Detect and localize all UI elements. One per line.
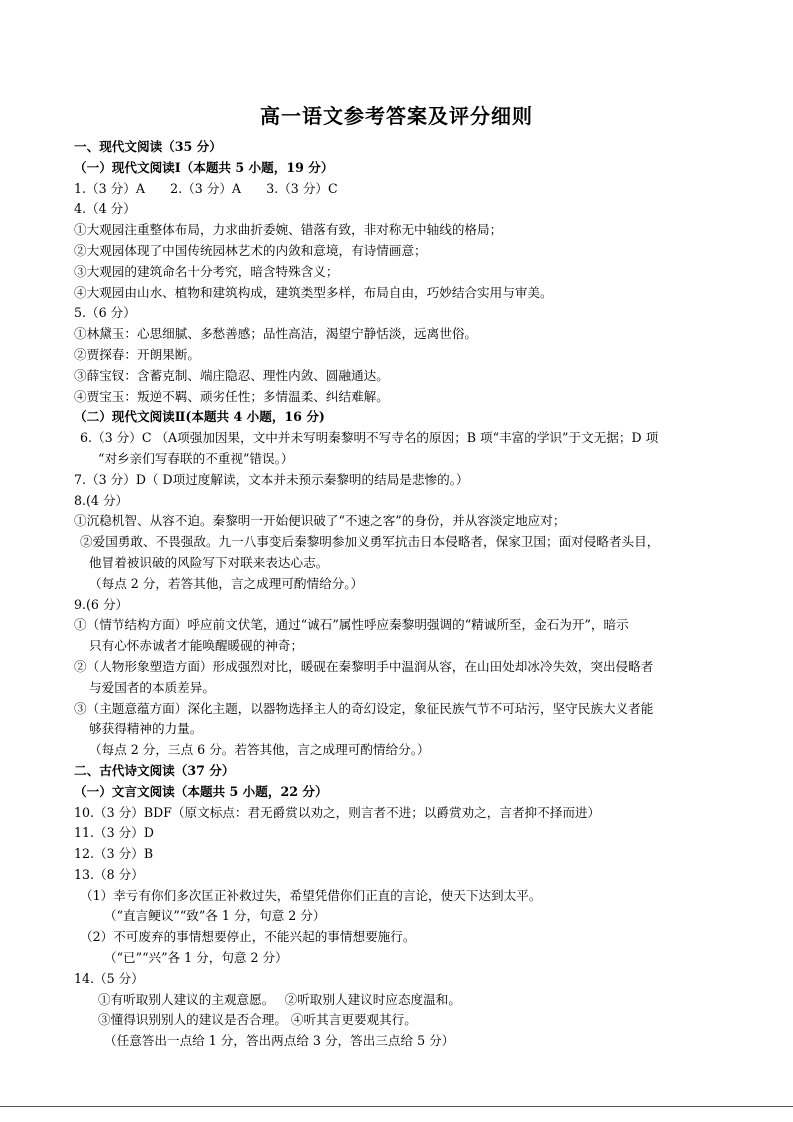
answer-line: ②大观园体现了中国传统园林艺术的内敛和意境，有诗情画意；	[74, 242, 427, 258]
answer-line: ③（主题意蕴方面）深化主题，以器物选择主人的奇幻设定，象征民族气节不可玷污，坚守民族大义者能	[74, 700, 654, 716]
answer-line: 够获得精神的力量。	[89, 721, 203, 737]
answer-line: ②（人物形象塑造方面）形成强烈对比，暖砚在秦黎明手中温润从容，在山田处却冰冷失效，突出侵略者	[74, 658, 654, 674]
answer-line: ①林黛玉：心思细腻、多愁善感；品性高洁，渴望宁静恬淡，远离世俗。	[74, 326, 477, 342]
section-heading: 一、现代文阅读（35 分）	[74, 139, 222, 154]
answer-line: 9.(6 分）	[74, 596, 129, 612]
answer-line: 6.（3 分）C （A项强加因果，文中并未写明秦黎明不写寺名的原因；B 项“丰富的学识”于文无据；D 项	[80, 430, 659, 446]
answer-line: 14.（5 分）	[74, 970, 144, 986]
answer-line: ①沉稳机智、从容不迫。秦黎明一开始便识破了“不速之客”的身份，并从容淡定地应对；	[74, 513, 566, 529]
answer-line: ③大观园的建筑命名十分考究，暗含特殊含义；	[74, 263, 339, 279]
answer-line: ②爱国勇敢、不畏强敌。九一八事变后秦黎明参加义勇军抗击日本侵略者，保家卫国；面对侵略者头目，	[80, 534, 660, 550]
answer-line: ③懂得识别别人的建议是否合理。 ④听其言更要观其行。	[98, 1012, 417, 1028]
answer-line: 5.（6 分）	[74, 305, 136, 321]
answer-line: ④贾宝玉：叛逆不羁、顽劣任性；多情温柔、纠结难解。	[74, 388, 389, 404]
answer-line: 13.（8 分）	[74, 866, 144, 882]
answer-line: （1）幸亏有你们多次匡正补救过失，希望凭借你们正直的言论，使天下达到太平。	[80, 887, 542, 903]
answer-line: 4.（4 分）	[74, 201, 136, 217]
section-heading: （二）现代文阅读Ⅱ(本题共 4 小题，16 分)	[74, 409, 325, 425]
answer-line: 10.（3 分）BDF（原文标点：君无爵赏以劝之，则言者不进；以爵赏劝之，言者抑不择而进）	[74, 804, 601, 820]
answer-line: 12.（3 分）B	[74, 846, 154, 862]
section-heading: （一）现代文阅读Ⅰ（本题共 5 小题，19 分）	[74, 159, 334, 175]
section-heading: 二、古代诗文阅读（37 分）	[74, 762, 235, 778]
answer-line: ④大观园由山水、植物和建筑构成，建筑类型多样，布局自由，巧妙结合实用与审美。	[74, 284, 553, 300]
answer-line: 8.(4 分）	[74, 492, 129, 508]
answer-key-body	[74, 137, 724, 1052]
answer-line: ①（情节结构方面）呼应前文伏笔，通过“诚石”属性呼应秦黎明强调的“精诚所至，金石为开”，暗示	[74, 617, 629, 633]
bottom-rule	[0, 1106, 793, 1107]
answer-line: （2）不可废弃的事情想要停止，不能兴起的事情想要施行。	[80, 929, 416, 945]
answer-line: （任意答出一点给 1 分，答出两点给 3 分，答出三点给 5 分）	[104, 1033, 455, 1049]
answer-line: （每点 2 分，三点 6 分。若答其他，言之成理可酌情给分。）	[89, 742, 430, 758]
answer-line: （“已”“兴”各 1 分，句意 2 分）	[104, 950, 288, 966]
answer-line: 与爱国者的本质差异。	[89, 679, 215, 695]
answer-line: （“直言鲠议”“致”各 1 分，句意 2 分）	[104, 908, 326, 924]
answer-line: ①大观园注重整体布局，力求曲折委婉、错落有致，非对称无中轴线的格局；	[74, 222, 503, 238]
section-heading: （一）文言文阅读（本题共 5 小题，22 分）	[74, 783, 328, 799]
document-title: 高一语文参考答案及评分细则	[260, 104, 533, 128]
answer-line: 只有心怀赤诚者才能唤醒暖砚的神奇；	[89, 638, 304, 654]
answer-line: ③薛宝钗：含蓄克制、端庄隐忍、理性内敛、圆融通达。	[74, 367, 389, 383]
answer-line: 他冒着被识破的风险写下对联来表达心志。	[89, 554, 329, 570]
answer-line: 11.（3 分）D	[74, 825, 154, 841]
answer-line: ②贾探春：开朗果断。	[74, 346, 200, 362]
answer-line: ①有听取别人建议的主观意愿。 ②听取别人建议时应态度温和。	[98, 991, 461, 1007]
answer-line: （每点 2 分，若答其他，言之成理可酌情给分。）	[89, 575, 364, 591]
answer-line: “对乡亲们写春联的不重视”错误。）	[98, 450, 294, 466]
answer-line: 7.（3 分）D（ D项过度解读，文本并未预示秦黎明的结局是悲惨的。）	[74, 471, 469, 487]
answer-line: 1.（3 分）A 2.（3 分）A 3.（3 分）C	[74, 180, 338, 196]
